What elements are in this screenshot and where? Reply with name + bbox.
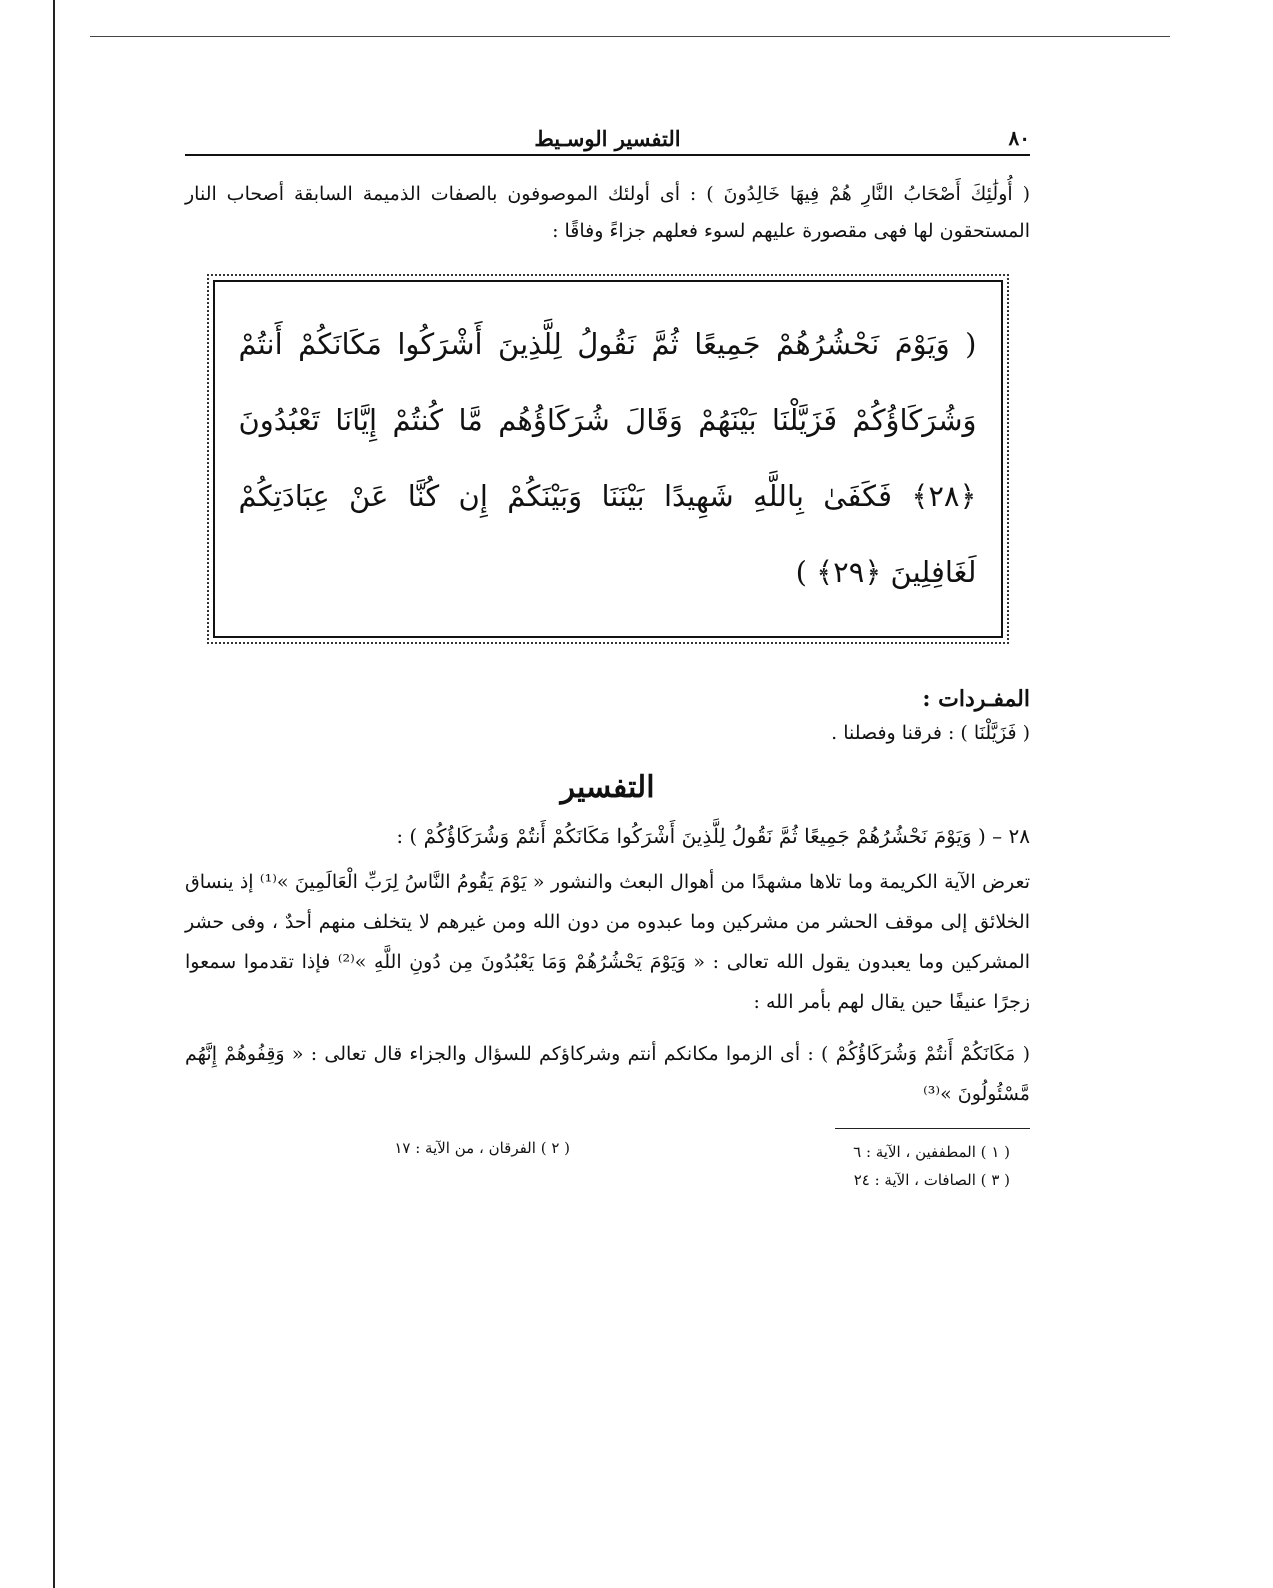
vocabulary-heading: المفـردات : bbox=[922, 686, 1030, 712]
page-edge-line bbox=[53, 0, 55, 1588]
footnote-2: ( ٢ ) الفرقان ، من الآية : ١٧ bbox=[394, 1139, 570, 1157]
page-number: ٨٠ bbox=[1008, 126, 1030, 150]
page-header bbox=[185, 120, 1030, 156]
book-page bbox=[185, 120, 1030, 1199]
vocabulary-entry: ( فَزَيَّلْنَا ) : فرقنا وفصلنا . bbox=[831, 722, 1030, 744]
body-paragraph-2: ( مَكَانَكُمْ أَنتُمْ وَشُرَكَاؤُكُمْ ) : أى الزموا مكانكم أنتم وشركاؤكم للسؤال والجزاء قال تعالى : « وَقِفُوهُمْ إِنَّهُم مَّسْئُولُونَ »⁽³⁾ bbox=[185, 1043, 1030, 1105]
top-scan-line bbox=[90, 36, 1170, 37]
verse-28-heading: ٢٨ – ( وَيَوْمَ نَحْشُرُهُمْ جَمِيعًا ثُمَّ نَقُولُ لِلَّذِينَ أَشْرَكُوا مَكَانَكُمْ أَنتُمْ وَشُرَكَاؤُكُمْ ) : bbox=[396, 824, 1030, 848]
footnote-3: ( ٣ ) الصافات ، الآية : ٢٤ bbox=[853, 1171, 1010, 1189]
quran-verse-frame bbox=[213, 280, 1003, 638]
running-title: التفسير الوسـيط bbox=[534, 126, 681, 151]
footnote-1: ( ١ ) المطففين ، الآية : ٦ bbox=[853, 1143, 1010, 1161]
quran-verse-text: ( وَيَوْمَ نَحْشُرُهُمْ جَمِيعًا ثُمَّ نَقُولُ لِلَّذِينَ أَشْرَكُوا مَكَانَكُمْ أَنتُمْ وَشُرَكَاؤُكُمْ فَزَيَّلْنَا بَيْنَهُمْ وَقَالَ شُرَكَاؤُهُم مَّا كُنتُمْ إِيَّانَا تَعْبُدُونَ ﴿٢٨﴾ فَكَفَىٰ بِاللَّهِ شَهِيدًا بَيْنَنَا وَبَيْنَكُمْ إِن كُنَّا عَنْ عِبَادَتِكُمْ لَغَافِلِينَ ﴿٢٩﴾ ) bbox=[238, 327, 977, 589]
footnotes bbox=[185, 1129, 1030, 1199]
section-title: التفسير bbox=[560, 770, 655, 805]
body-paragraph-1: تعرض الآية الكريمة وما تلاها مشهدًا من أهوال البعث والنشور « يَوْمَ يَقُومُ النَّاسُ لِرَبِّ الْعَالَمِينَ »⁽¹⁾ إذ ينساق الخلائق إلى موقف الحشر من مشركين وما عبدوه من دون الله ومن غيرهم لا يتخلف منهم أحدٌ ، وفى حشر المشركين وما يعبدون يقول الله تعالى : « وَيَوْمَ يَحْشُرُهُمْ وَمَا يَعْبُدُونَ مِن دُونِ اللَّهِ »⁽²⁾ فإذا تقدموا سمعوا زجرًا عنيفًا حين يقال لهم بأمر الله : bbox=[185, 871, 1030, 1013]
intro-paragraph: ( أُولَٰئِكَ أَصْحَابُ النَّارِ هُمْ فِيهَا خَالِدُونَ ) : أى أولئك الموصوفون بالصفات الذميمة السابقة أصحاب النار المستحقون لها فهى مقصورة عليهم لسوء فعلهم جزاءً وفاقًا : bbox=[185, 183, 1030, 242]
